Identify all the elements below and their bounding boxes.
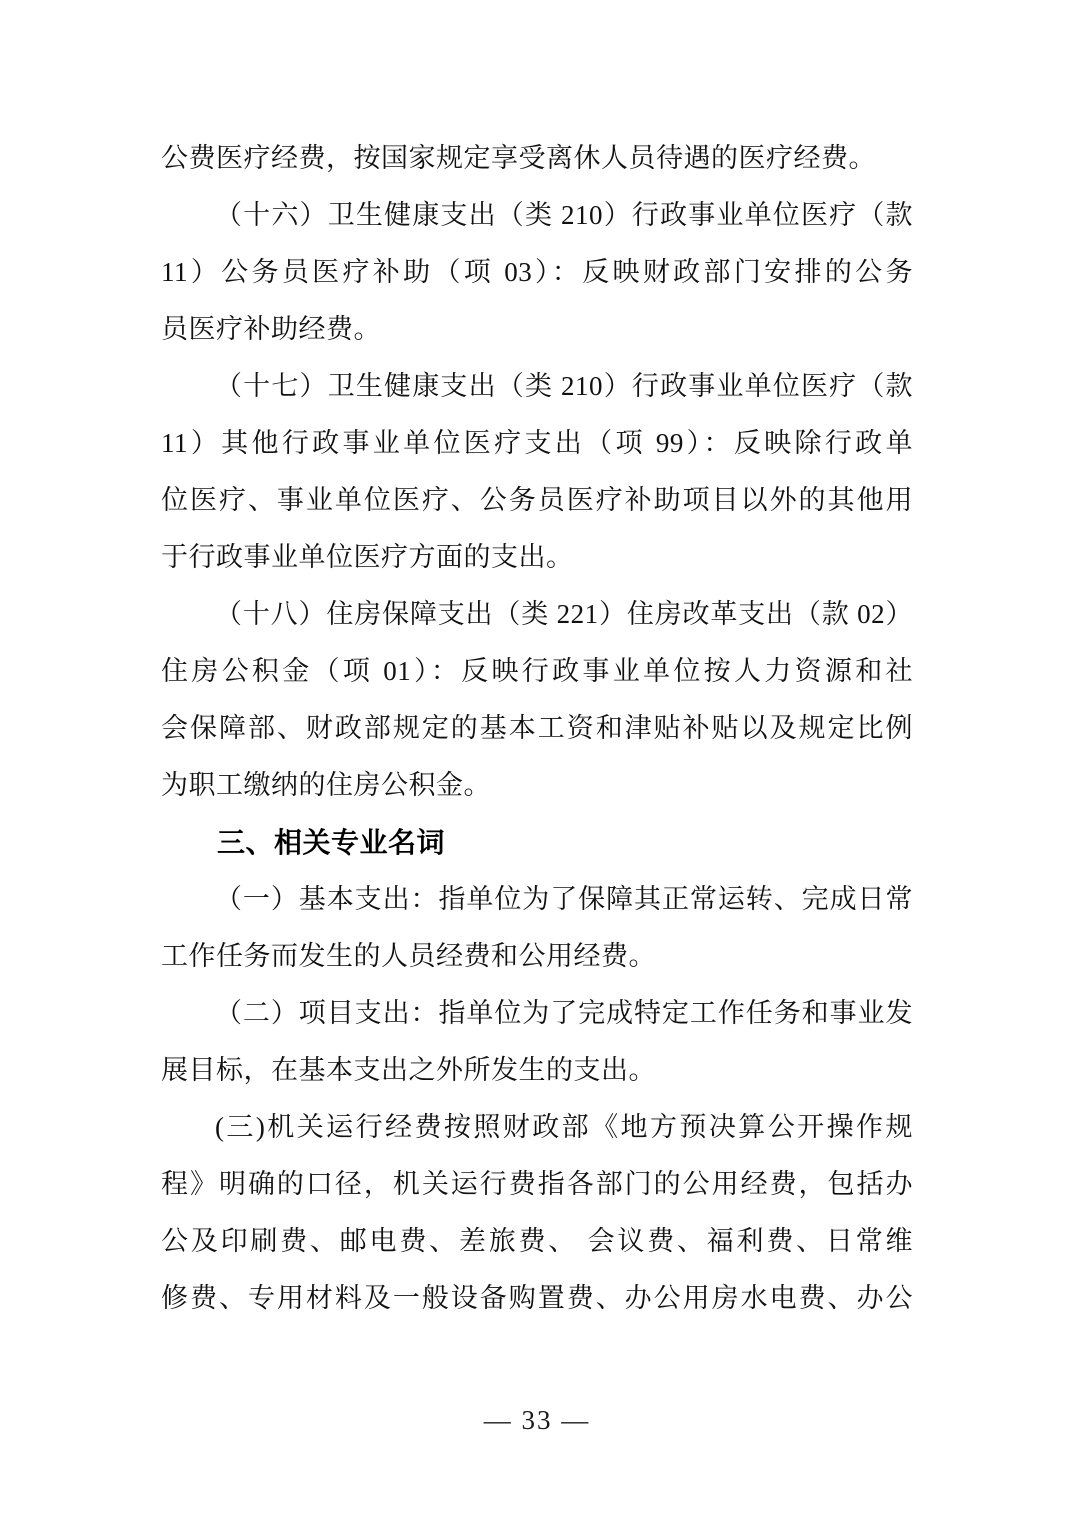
section-heading: 三、相关专业名词 [217, 827, 446, 858]
text-line: 11）公务员医疗补助（项 03）：反映财政部门安排的公务 [161, 257, 913, 287]
text-line: 于行政事业单位医疗方面的支出。 [161, 542, 574, 572]
text-line: (三)机关运行经费按照财政部《地方预决算公开操作规 [215, 1112, 913, 1142]
text-line: 修费、专用材料及一般设备购置费、办公用房水电费、办公 [161, 1283, 913, 1313]
text-line: 公费医疗经费，按国家规定享受离休人员待遇的医疗经费。 [161, 143, 876, 173]
text-line: 住房公积金（项 01）：反映行政事业单位按人力资源和社 [161, 656, 913, 686]
text-line: 为职工缴纳的住房公积金。 [161, 770, 491, 800]
page-number: — 33 — [483, 1405, 591, 1435]
text-line: （一）基本支出：指单位为了保障其正常运转、完成日常 [215, 884, 913, 914]
text-line: （二）项目支出：指单位为了完成特定工作任务和事业发 [215, 998, 913, 1028]
text-line: 程》明确的口径，机关运行费指各部门的公用经费，包括办 [161, 1169, 913, 1199]
text-line: 会保障部、财政部规定的基本工资和津贴补贴以及规定比例 [161, 713, 913, 743]
text-line: 位医疗、事业单位医疗、公务员医疗补助项目以外的其他用 [161, 485, 913, 515]
text-line: （十七）卫生健康支出（类 210）行政事业单位医疗（款 [215, 371, 913, 401]
text-line: 11）其他行政事业单位医疗支出（项 99）：反映除行政单 [161, 428, 913, 458]
text-line: （十八）住房保障支出（类 221）住房改革支出（款 02） [215, 599, 913, 629]
text-line: 员医疗补助经费。 [161, 314, 381, 344]
text-line: （十六）卫生健康支出（类 210）行政事业单位医疗（款 [215, 200, 913, 230]
text-line: 公及印刷费、邮电费、差旅费、 会议费、福利费、日常维 [161, 1226, 913, 1256]
text-line: 展目标，在基本支出之外所发生的支出。 [161, 1055, 656, 1085]
text-line: 工作任务而发生的人员经费和公用经费。 [161, 941, 656, 971]
document-body [161, 130, 913, 1327]
